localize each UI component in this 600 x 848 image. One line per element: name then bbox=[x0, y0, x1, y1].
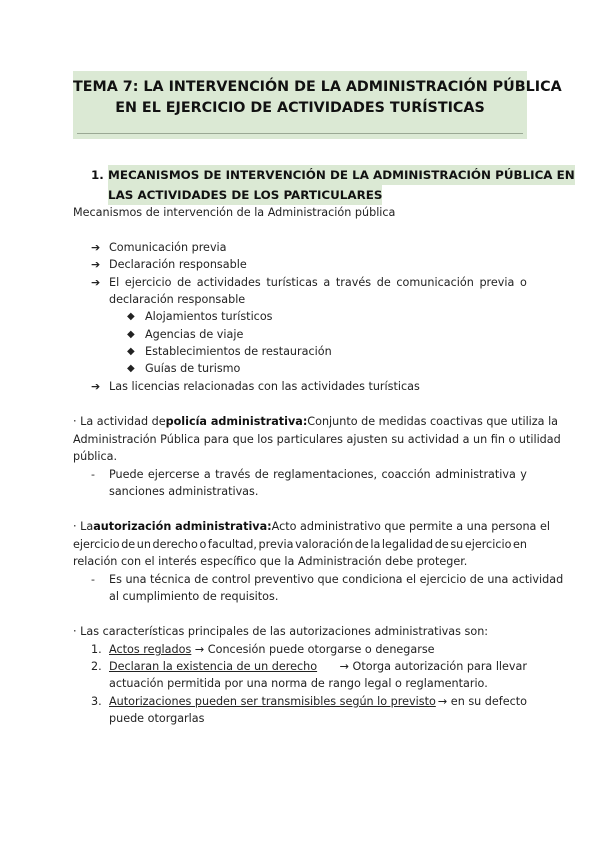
title-divider bbox=[77, 133, 523, 134]
list-item: Las licencias relacionadas con las actividades turísticas bbox=[109, 380, 420, 393]
numbered-item-continuation: actuación permitida por una norma de rango legal o reglamentario. bbox=[109, 677, 488, 690]
word: través bbox=[215, 468, 251, 481]
word: o bbox=[520, 276, 527, 289]
sub-list-item: Agencias de viaje bbox=[145, 328, 244, 341]
paragraph-line bbox=[73, 536, 527, 553]
bold-term: autorización administrativa: bbox=[93, 520, 272, 533]
text: Acto administrativo que permite a una persona el bbox=[271, 520, 550, 533]
paragraph-line bbox=[109, 466, 527, 483]
word: de bbox=[354, 538, 369, 551]
word: coacción bbox=[381, 468, 431, 481]
underlined-term: Autorizaciones pueden ser transmisibles según lo previsto bbox=[109, 695, 436, 708]
text: → Otorga autorización para llevar bbox=[339, 660, 527, 673]
section-heading-line-2: LAS ACTIVIDADES DE LOS PARTICULARES bbox=[108, 185, 382, 205]
word: legalidad bbox=[381, 538, 434, 551]
word: previa bbox=[258, 538, 294, 551]
paragraph-line: Es una técnica de control preventivo que condiciona el ejercicio de una actividad bbox=[109, 573, 564, 586]
paragraph-line: · Las características principales de las autorizaciones administrativas son: bbox=[73, 625, 489, 638]
list-number: 3. bbox=[91, 695, 102, 708]
list-item-continuation: declaración responsable bbox=[109, 293, 246, 306]
sub-list-item: Guías de turismo bbox=[145, 362, 241, 375]
word: través bbox=[335, 276, 372, 289]
word: ejercerse bbox=[147, 468, 200, 481]
paragraph-line: al cumplimiento de requisitos. bbox=[109, 590, 279, 603]
diamond-bullet-icon: ◆ bbox=[127, 346, 135, 357]
diamond-bullet-icon: ◆ bbox=[127, 329, 135, 340]
paragraph-line: sanciones administrativas. bbox=[109, 485, 259, 498]
underlined-term: Declaran la existencia de un derecho bbox=[109, 660, 318, 673]
title-line-1: TEMA 7: LA INTERVENCIÓN DE LA ADMINISTRACIÓN PÚBLICA bbox=[73, 79, 562, 95]
section-number: 1. bbox=[91, 168, 104, 182]
document-title bbox=[73, 71, 562, 139]
word: de bbox=[376, 276, 391, 289]
list-item: Declaración responsable bbox=[109, 258, 247, 271]
text: → en su defecto bbox=[437, 695, 527, 708]
section-heading-line-1: MECANISMOS DE INTERVENCIÓN DE LA ADMINISTRACIÓN PÚBLICA EN bbox=[108, 165, 575, 185]
numbered-item-continuation: puede otorgarlas bbox=[109, 712, 205, 725]
word: la bbox=[370, 538, 381, 551]
arrow-bullet-icon: ➔ bbox=[91, 258, 101, 271]
word: de bbox=[121, 538, 136, 551]
text: · La bbox=[73, 520, 94, 533]
word: valoración bbox=[295, 538, 354, 551]
numbered-item bbox=[109, 693, 527, 710]
word: y bbox=[520, 468, 527, 481]
paragraph-line: Administración Pública para que los particulares ajusten su actividad a un fin o utilidad bbox=[73, 433, 561, 446]
word: administrativa bbox=[435, 468, 516, 481]
word: derecho bbox=[152, 538, 198, 551]
list-number: 2. bbox=[91, 660, 102, 673]
numbered-item bbox=[109, 641, 435, 658]
dash-bullet: - bbox=[91, 573, 95, 586]
word: actividades bbox=[196, 276, 261, 289]
word: en bbox=[513, 538, 527, 551]
paragraph-line: pública. bbox=[73, 450, 118, 463]
word: El bbox=[109, 276, 120, 289]
text: → Concesión puede otorgarse o denegarse bbox=[194, 643, 435, 656]
arrow-bullet-icon: ➔ bbox=[91, 241, 101, 254]
word: reglamentaciones, bbox=[273, 468, 378, 481]
word: o bbox=[199, 538, 207, 551]
word: facultad, bbox=[207, 538, 257, 551]
word: a bbox=[323, 276, 331, 289]
word: turísticas bbox=[266, 276, 318, 289]
intro-text: Mecanismos de intervención de la Administración pública bbox=[73, 206, 396, 219]
word: de bbox=[177, 276, 192, 289]
text: · La actividad de bbox=[73, 415, 166, 428]
word: Puede bbox=[109, 468, 144, 481]
numbered-item bbox=[109, 658, 527, 675]
word: ejercicio bbox=[73, 538, 120, 551]
paragraph-line bbox=[73, 518, 550, 535]
diamond-bullet-icon: ◆ bbox=[127, 311, 135, 322]
paragraph-line bbox=[73, 413, 559, 430]
bold-term: policía administrativa: bbox=[165, 415, 308, 428]
diamond-bullet-icon: ◆ bbox=[127, 363, 135, 374]
sub-list-item: Establecimientos de restauración bbox=[145, 345, 332, 358]
word: ejercicio bbox=[124, 276, 172, 289]
list-item bbox=[109, 274, 527, 291]
arrow-bullet-icon: ➔ bbox=[91, 380, 101, 393]
list-item: Comunicación previa bbox=[109, 241, 227, 254]
paragraph-line: relación con el interés específico que la Administración debe proteger. bbox=[73, 555, 468, 568]
dash-bullet: - bbox=[91, 468, 95, 481]
word: previa bbox=[479, 276, 515, 289]
text: Conjunto de medidas coactivas que utiliza la bbox=[307, 415, 559, 428]
word: de bbox=[434, 538, 449, 551]
underlined-term: Actos reglados bbox=[109, 643, 192, 656]
word: a bbox=[203, 468, 211, 481]
arrow-bullet-icon: ➔ bbox=[91, 276, 101, 289]
word: su bbox=[450, 538, 464, 551]
section-heading-1 bbox=[91, 165, 575, 205]
word: de bbox=[254, 468, 269, 481]
word: un bbox=[136, 538, 151, 551]
word: comunicación bbox=[396, 276, 474, 289]
sub-list-item: Alojamientos turísticos bbox=[145, 310, 273, 323]
list-number: 1. bbox=[91, 643, 102, 656]
word: ejercicio bbox=[464, 538, 512, 551]
title-line-2: EN EL EJERCICIO DE ACTIVIDADES TURÍSTICAS bbox=[115, 100, 485, 116]
